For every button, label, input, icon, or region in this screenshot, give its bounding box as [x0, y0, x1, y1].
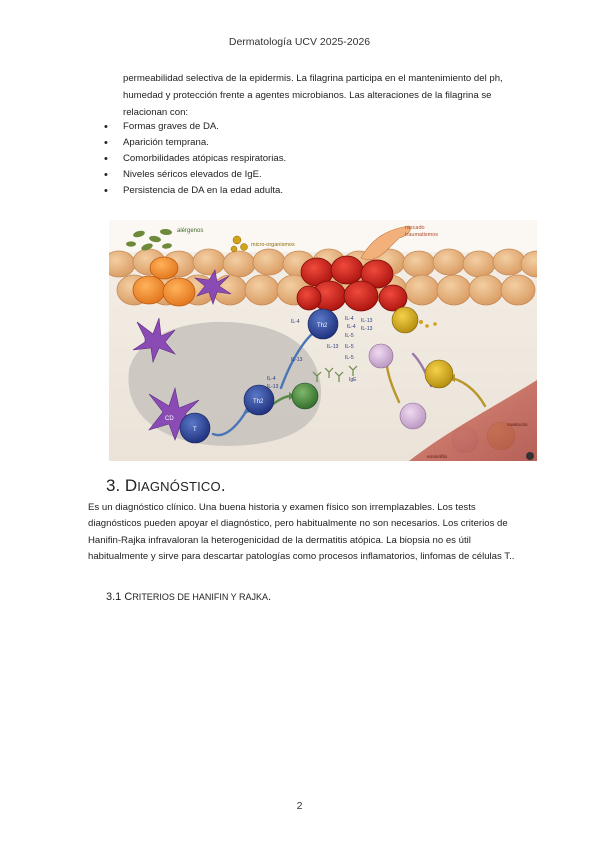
- yellow-cell: [425, 360, 453, 388]
- svg-text:IL-5: IL-5: [345, 355, 354, 361]
- page-number: 2: [296, 800, 303, 812]
- svg-text:IL-13: IL-13: [267, 384, 279, 390]
- green-cell: [292, 383, 318, 409]
- yellow-cell: [392, 307, 418, 333]
- cd-label: CD: [165, 416, 174, 422]
- pink-cell: [400, 403, 426, 429]
- diagnosis-paragraph: Es un diagnóstico clínico. Una buena historia y examen físico son irremplazables. Los tests diagnósticos pueden apoyar el diagnóstico, pero habitualmente no son necesarios. Los criterios de Hanifin-Rajka infravaloran la heterogenicidad de la dermatitis atópica. La biopsia no es útil habitualmente y sirve para descartar patologías como procesos inflamatorios, linfomas de células T..: [88, 502, 515, 562]
- svg-text:IL-13: IL-13: [291, 357, 303, 363]
- microbes-label: micro-organismos: [251, 242, 295, 248]
- list-item: • Aparición temprana.: [104, 135, 286, 151]
- corner-logo-icon: [526, 452, 534, 460]
- list-item: • Formas graves de DA.: [104, 119, 286, 135]
- scratch-label-1: rascado: [405, 225, 425, 231]
- atopic-dermatitis-pathogenesis-figure: [109, 220, 537, 461]
- list-item: • Niveles séricos elevados de IgE.: [104, 167, 286, 183]
- svg-text:IL-5: IL-5: [345, 333, 354, 339]
- svg-text:IL-13: IL-13: [361, 326, 373, 332]
- svg-text:IL-4: IL-4: [267, 376, 276, 382]
- page-header: Dermatología UCV 2025-2026: [228, 36, 371, 48]
- eos-label: eosinófilo: [427, 455, 448, 460]
- t-label: T: [193, 427, 197, 433]
- th2-label: Th2: [317, 323, 328, 329]
- allergens-label: alérgenos: [177, 228, 204, 234]
- svg-text:IL-13: IL-13: [327, 344, 339, 350]
- intro-paragraph: permeabilidad selectiva de la epidermis. La filagrina participa en el mantenimiento del ph, humedad y protección frente a agentes microbianos. Las alteraciones de la filagrina se relacionan con:: [123, 73, 503, 119]
- ige-label: IgE: [349, 377, 357, 383]
- scratch-label-2: traumatismos: [405, 232, 439, 238]
- filaggrin-list: [104, 119, 286, 199]
- th2-label: Th2: [253, 399, 264, 405]
- svg-text:IL-5: IL-5: [345, 344, 354, 350]
- section-3-heading: 3. DIAGNÓSTICO.: [106, 476, 226, 495]
- surface-band: [109, 220, 537, 252]
- mast-label: mastocito: [507, 423, 528, 428]
- svg-text:IL-4: IL-4: [291, 319, 300, 325]
- svg-text:IL-4: IL-4: [347, 324, 356, 330]
- list-item: • Comorbilidades atópicas respiratorias.: [104, 151, 286, 167]
- section-3-1-heading: 3.1 CRITERIOS DE HANIFIN Y RAJKA.: [106, 591, 272, 603]
- svg-text:IL-4: IL-4: [345, 316, 354, 322]
- list-item: • Persistencia de DA en la edad adulta.: [104, 183, 286, 199]
- pink-cell: [369, 344, 393, 368]
- svg-text:IL-13: IL-13: [361, 318, 373, 324]
